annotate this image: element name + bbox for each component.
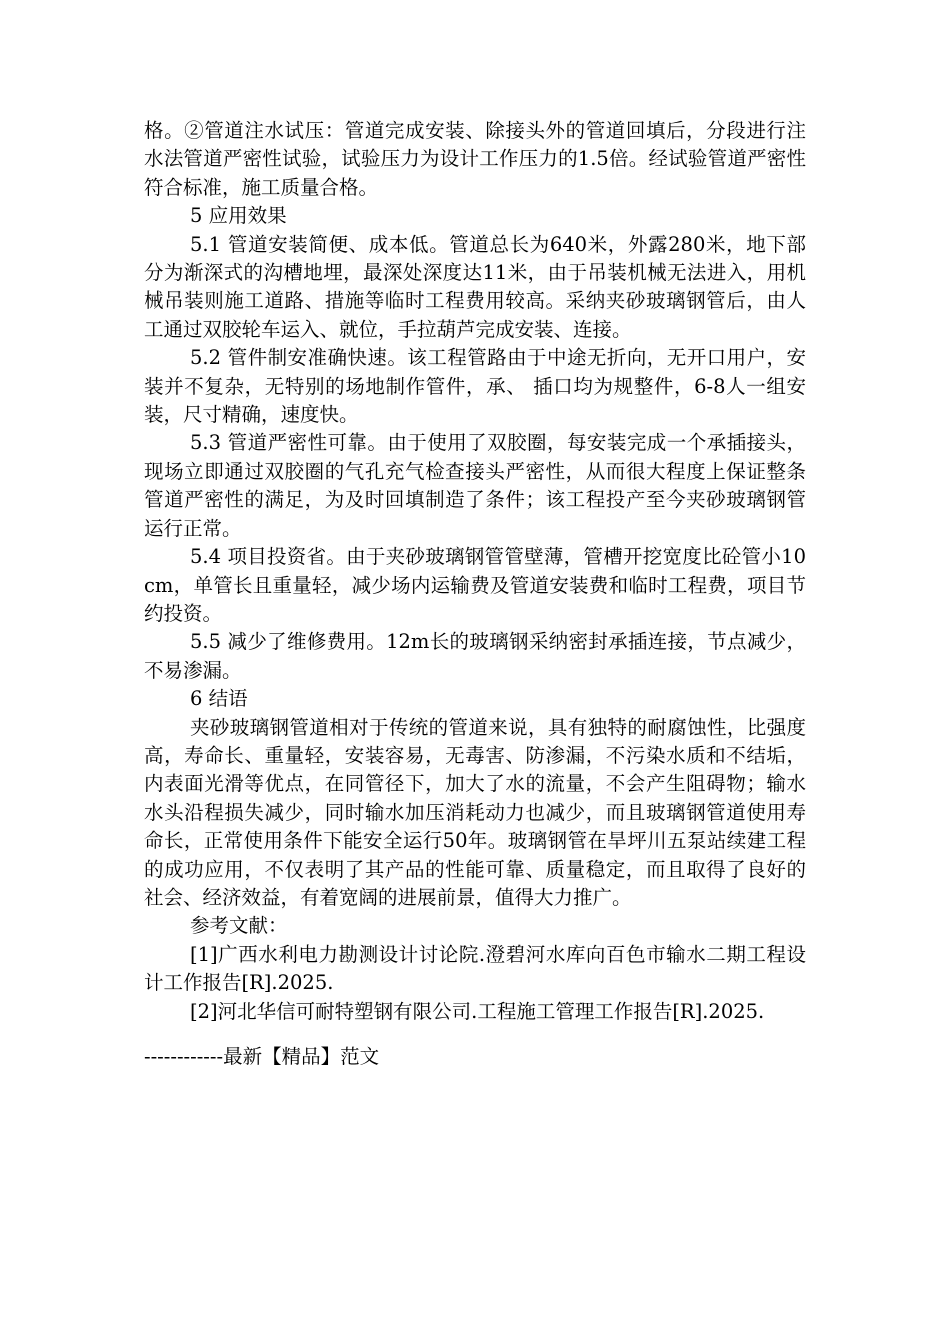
paragraph-5-1: 5.1 管道安装简便、成本低。管道总长为640米，外露280米，地下部分为渐深式的沟槽地埋，最深处深度达11米，由于吊装机械无法进入，用机械吊装则施工道路、措施等临时工程费用较高。采纳夹砂玻璃钢管后，由人工通过双胶轮车运入、就位，手拉葫芦完成安装、连接。 xyxy=(144,232,806,341)
reference-item-2: [2]河北华信可耐特塑钢有限公司.工程施工管理工作报告[R].2025. xyxy=(190,999,765,1023)
paragraph-5-5: 5.5 减少了维修费用。12m长的玻璃钢采纳密封承插连接，节点减少，不易渗漏。 xyxy=(144,630,806,682)
reference-item-1: [1]广西水利电力勘测设计讨论院.澄碧河水库向百色市输水二期工程设计工作报告[R].2025. xyxy=(144,942,806,995)
paragraph-5-3: 5.3 管道严密性可靠。由于使用了双胶圈，每安装完成一个承插接头，现场立即通过双胶圈的气孔充气检查接头严密性，从而很大程度上保证整条管道严密性的满足，为及时回填制造了条件；该工程投产至今夹砂玻璃钢管运行正常。 xyxy=(144,431,806,540)
document-body xyxy=(144,117,806,1026)
paragraph-5-4: 5.4 项目投资省。由于夹砂玻璃钢管管壁薄，管槽开挖宽度比砼管小10cm，单管长且重量轻，减少场内运输费及管道安装费和临时工程费，项目节约投资。 xyxy=(144,545,806,625)
paragraph-continuation: 格。②管道注水试压：管道完成安装、除接头外的管道回填后，分段进行注水法管道严密性试验，试验压力为设计工作压力的1.5倍。经试验管道严密性符合标准，施工质量合格。 xyxy=(144,119,806,199)
section-heading-5: 5 应用效果 xyxy=(190,204,287,228)
references-heading: 参考文献： xyxy=(190,914,288,938)
section-heading-6: 6 结语 xyxy=(190,687,248,711)
paragraph-conclusion: 夹砂玻璃钢管道相对于传统的管道来说，具有独特的耐腐蚀性，比强度高，寿命长、重量轻，安装容易，无毒害、防渗漏，不污染水质和不结垢，内表面光滑等优点，在同管径下，加大了水的流量，不会产生阻碍物；输水水头沿程损失减少，同时输水加压消耗动力也减少，而且玻璃钢管道使用寿命长，正常使用条件下能安全运行50年。玻璃钢管在旱坪川五泵站续建工程的成功应用，不仅表明了其产品的性能可靠、质量稳定，而且取得了良好的社会、经济效益，有着宽阔的进展前景，值得大力推广。 xyxy=(144,715,806,909)
footer-text: ------------最新【精品】范文 xyxy=(144,1045,380,1068)
paragraph-5-2: 5.2 管件制安准确快速。该工程管路由于中途无折向，无开口用户，安装并不复杂，无特别的场地制作管件，承、 插口均为规整件，6-8人一组安装，尺寸精确，速度快。 xyxy=(144,346,806,427)
